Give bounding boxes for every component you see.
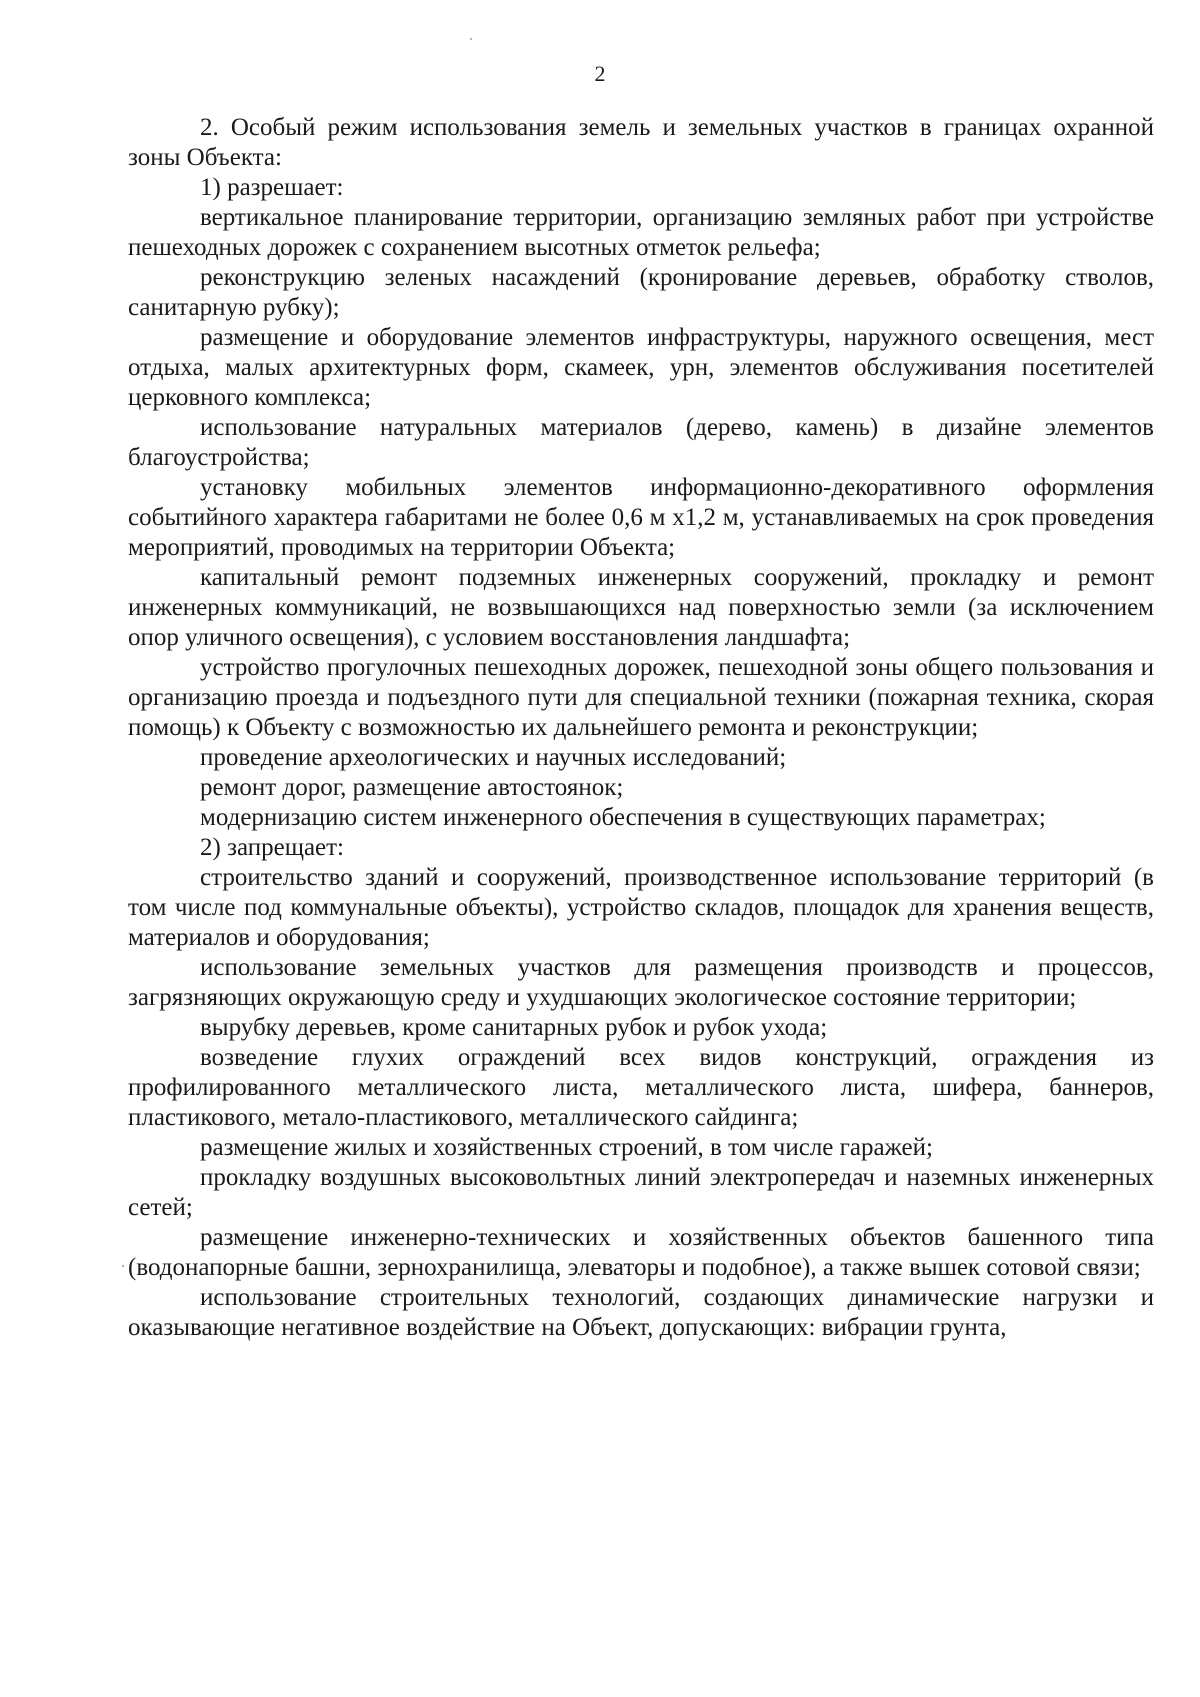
permitted-item: размещение и оборудование элементов инфраструктуры, наружного освещения, мест отдыха, малых архитектурных форм, скамеек, урн, элементов обслуживания посетителей церковного комплекса; [128, 324, 1154, 411]
prohibited-item: строительство зданий и сооружений, производственное использование территорий (в том числе под коммунальные объекты), устройство складов, площадок для хранения веществ, материалов и оборудования; [128, 864, 1154, 951]
permitted-item: вертикальное планирование территории, организацию земляных работ при устройстве пешеходных дорожек с сохранением высотных отметок рельефа; [128, 204, 1154, 261]
prohibited-item: размещение инженерно-технических и хозяйственных объектов башенного типа (водонапорные башни, зернохранилища, элеваторы и подобное), а также вышек сотовой связи; [128, 1224, 1154, 1281]
prohibited-item: возведение глухих ограждений всех видов конструкций, ограждения из профилированного металлического листа, металлического листа, шифера, баннеров, пластикового, метало-пластикового, металлического сайдинга; [128, 1044, 1154, 1131]
subsection-permits: 1) разрешает: [200, 174, 344, 201]
scan-speck [470, 38, 472, 40]
prohibited-item: вырубку деревьев, кроме санитарных рубок и рубок ухода; [200, 1014, 828, 1041]
permitted-item: капитальный ремонт подземных инженерных сооружений, прокладку и ремонт инженерных коммуникаций, не возвышающихся над поверхностью земли (за исключением опор уличного освещения), с условием восстановления ландшафта; [128, 564, 1154, 651]
prohibited-item: использование земельных участков для размещения производств и процессов, загрязняющих окружающую среду и ухудшающих экологическое состояние территории; [128, 954, 1154, 1011]
prohibited-item: размещение жилых и хозяйственных строений, в том числе гаражей; [200, 1134, 933, 1161]
prohibited-item: использование строительных технологий, создающих динамические нагрузки и оказывающие негативное воздействие на Объект, допускающих: вибрации грунта, [128, 1284, 1154, 1341]
permitted-item: ремонт дорог, размещение автостоянок; [200, 774, 624, 801]
permitted-item: установку мобильных элементов информационно-декоративного оформления событийного характера габаритами не более 0,6 м х1,2 м, устанавливаемых на срок проведения мероприятий, проводимых на территории Объекта; [128, 474, 1154, 561]
section-heading: 2. Особый режим использования земель и земельных участков в границах охранной зоны Объекта: [128, 114, 1154, 171]
scan-speck [122, 1265, 124, 1267]
page-number: 2 [594, 61, 606, 86]
permitted-item: проведение археологических и научных исследований; [200, 744, 787, 771]
permitted-item: устройство прогулочных пешеходных дорожек, пешеходной зоны общего пользования и организацию проезда и подъездного пути для специальной техники (пожарная техника, скорая помощь) к Объекту с возможностью их дальнейшего ремонта и реконструкции; [128, 654, 1154, 741]
permitted-item: реконструкцию зеленых насаждений (кронирование деревьев, обработку стволов, санитарную рубку); [128, 264, 1154, 321]
prohibited-item: прокладку воздушных высоковольтных линий электропередач и наземных инженерных сетей; [128, 1164, 1154, 1221]
permitted-item: использование натуральных материалов (дерево, камень) в дизайне элементов благоустройства; [128, 414, 1154, 471]
permitted-item: модернизацию систем инженерного обеспечения в существующих параметрах; [200, 804, 1046, 831]
document-body [128, 113, 1154, 1343]
subsection-prohibits: 2) запрещает: [200, 834, 345, 861]
